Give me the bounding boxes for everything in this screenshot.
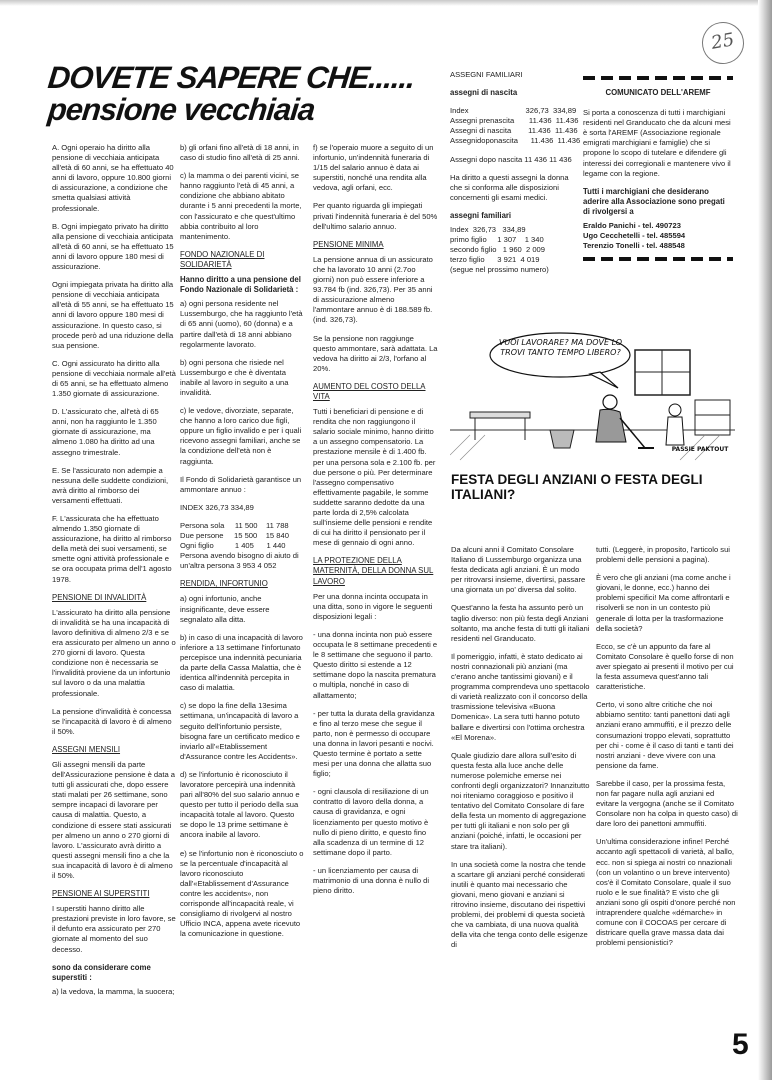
section-heading: AUMENTO DEL COSTO DELLA VITA	[313, 381, 426, 401]
main-headline	[48, 62, 438, 126]
table-row: Assegni di nascita 11.436 11.436	[450, 126, 578, 136]
headline-line2: pensione vecchiaia	[46, 92, 317, 127]
paragraph: Quale giudizio dare allora sull'esito di questa festa alla luce anche delle numerose polemiche emerse nei confronti degli organizzatori? Innanzitutto noi riteniamo coraggioso e positivo il tentativo del Comitato Consolare di fare della festa un momento di aggregazione per tutti gli italiani e non solo per gli anziani (poiché, infatti, le occasioni per stare tra italiani).	[451, 750, 590, 851]
bucket-shape	[550, 430, 574, 448]
paragraph: Per quanto riguarda gli impiegati privati l'indennità funeraria è del 50% dell'ultimo salario annuo.	[313, 201, 438, 231]
paragraph: Il pomeriggio, infatti, è stato dedicato ai nostri connazionali più anziani (ma c'erano anche tantissimi giovani) e il programma comprendeva uno spettacolo di varietà realizzato con il concorso della trasmissione televisiva «Buona Domenica». La sera tutti hanno potuto ballare e divertirsi con l'ottima orchestra «El Morena».	[451, 651, 590, 742]
section-heading: ASSEGNI FAMILIARI	[450, 70, 523, 79]
festa-headline: FESTA DEGLI ANZIANI O FESTA DEGLI ITALIANI?	[451, 472, 703, 502]
paragraph-bold: Tutti i marchigiani che desiderano aderire alla Associazione sono pregati di rivolgersi a	[583, 186, 725, 216]
paragraph: E. Se l'assicurato non adempie a nessuna delle suddette condizioni, avrà diritto al rimborso dei versamenti effettuati.	[52, 465, 169, 505]
paragraph: f) se l'operaio muore a seguito di un infortunio, un'indennità funeraria di 1/15 del salario annuo è data ai superstiti, nonché una rendita alla vedova, agli orfani, ecc.	[313, 143, 434, 193]
paragraph: - un licenziamento per causa di matrimonio di una donna è nullo di pieno diritto.	[313, 865, 430, 896]
table-row: Assegni prenascita 11.436 11.436	[450, 116, 579, 126]
paragraph-bold: Hanno diritto a una pensione del Fondo Nazionale di Solidarietà :	[180, 275, 301, 295]
festa-column-1	[451, 545, 591, 958]
table-row: Index 326,73 334,89	[450, 106, 577, 116]
festa-column-2	[596, 545, 738, 956]
man-body	[666, 417, 684, 445]
paragraph: L'assicurato ha diritto alla pensione di invalidità se ha una incapacità di lavoro definitiva di almeno 2/3 e se era assicurato per almeno un anno o 270 giorni di lavoro. Questa condizione non è necessaria se l'invalidità proviene da un infortunio sul lavoro o da una malattia professionale.	[52, 607, 176, 698]
scan-right-edge	[758, 0, 772, 1080]
paragraph: e) se l'infortunio non è riconosciuto o se la percentuale d'incapacità al lavoro riconosciuto dall'«Etablissement d'Assurance contre les accidents», non corrisponde all'incapacità reale, vi consigliamo di rivolgervi al nostro Ufficio INCA, appena avete ricevuto la comunicazione in questione.	[180, 848, 304, 939]
dashed-rule	[583, 76, 733, 80]
paragraph: I superstiti hanno diritto alle prestazioni previste in loro favore, se il defunto era assicurato per 270 giornate al momento del suo decesso.	[52, 904, 176, 954]
paragraph: - per tutta la durata della gravidanza e fino al terzo mese che segue il parto, non è permesso di occupare una donna in lavori pesanti e nocivi. Questo termine è portato a sette mesi per una donna che allatta suo figlio;	[313, 708, 435, 779]
cartoon-signature: PASSIE PAKTOUT	[671, 446, 729, 453]
page-number: 5	[732, 1028, 749, 1061]
table-row: Assegni dopo nascita 11 436 11 436	[450, 154, 572, 164]
table-row: Persona sola 11 500 11 788	[180, 520, 289, 530]
table-row: Persona avendo bisogno di aiuto di un'altra persona 3 953 4 052	[180, 551, 299, 571]
paragraph: Ogni impiegata privata ha diritto alla pensione di vecchiaia anticipata all'età di 55 anni, se ha effettuato 15 anni di lavoro oppure 180 mesi di assicurazione. In questo caso, si procede però ad una riduzione della sua pensione.	[52, 280, 174, 350]
paragraph: Ecco, se c'è un appunto da fare al Comitato Consolare è quello forse di non aver spiegato ai presenti il motivo per cui la festa assumeva quest'anno tali caratteristiche.	[596, 641, 734, 692]
paragraph: B. Ogni impiegato privato ha diritto alla pensione di vecchiaia anticipata all'età di 60 anni, se ha effettuato 15 anni di lavoro oppure 180 mesi di assicurazione.	[52, 221, 174, 272]
paragraph: F. L'assicurata che ha effettuato almendo 1.350 giornate di assicurazione, ha diritto al rimborso della metà dei suoi versamenti, se smette ogni attività professionale e se ora occupata prima dell'1 agosto 1978.	[52, 514, 172, 584]
paragraph: c) le vedove, divorziate, separate, che hanno a loro carico due figli, oppure un figlio invalido e per i quali ricevono assegni familiari, anche se la condizione dell'età non è raggiunta.	[180, 406, 302, 466]
section-heading: PENSIONE AI SUPERSTITI	[52, 889, 150, 899]
subheading: assegni di nascita	[450, 88, 518, 98]
paragraph: Il Fondo di Solidarietà garantisce un ammontare annuo :	[180, 474, 302, 494]
man-head	[669, 404, 681, 416]
paragraph: La pensione d'invalidità è concessa se l'incapacità di lavoro è di almeno il 50%.	[52, 706, 172, 736]
column-1	[52, 143, 176, 1005]
contact-line: Terenzio Tonelli - tel. 488548	[583, 241, 685, 251]
paragraph: C. Ogni assicurato ha diritto alla pensione di vecchiaia normale all'età di 65 anni, se ha effettuato almeno 1.350 giornate di assicurazione.	[52, 358, 176, 399]
paragraph: D. L'assicurato che, all'età di 65 anni, non ha raggiunto le 1.350 giornate di assicurazione, ma almeno 1.080 ha diritto ad una assegno trimestrale.	[52, 407, 159, 457]
paragraph: b) ogni persona che risiede nel Lussemburgo e che è diventata inabile al lavoro in seguito a una invalidità.	[180, 357, 289, 397]
paragraph: c) la mamma o dei parenti vicini, se hanno raggiunto l'età di 45 anni, a condizione che abbiano abitato durante i 5 anni precedenti la morte, con l'assicurato e che quest'ultimo abbia contribuito al loro mantenimento.	[180, 171, 302, 241]
paragraph: Tutti i beneficiari di pensione e di rendita che non raggiungono il salario sociale minimo, hanno diritto a un assegno compensatorio. La prestazione mensile è di 1.400 fb. per una persona sola e 2.100 fb. per due persone o più. Per determinare l'assegno compensativo effettivamente pagabile, le somme suddette saranno dedotte da una parte lorda di 2,5% calcolata sull'insieme delle pensioni e rendite di cui ha diritto il pensionato per il mese di gennaio di ogni anno.	[313, 407, 436, 548]
paragraph: a) ogni infortunio, anche insignificante, deve essere segnalato alla ditta.	[180, 594, 270, 624]
table-row: primo figlio 1 307 1 340	[450, 235, 544, 245]
contact-line: Eraldo Panichi - tel. 490723	[583, 221, 681, 231]
paragraph: Per una donna incinta occupata in una ditta, sono in vigore le seguenti disposizioni legali :	[313, 591, 433, 621]
paragraph: d) se l'infortunio è riconosciuto il lavoratore percepirà una indennità pari all'80% del suo salario annuo e questo per tutto il periodo della sua incapacità totale al lavoro. Questo se dopo le 13 prime settimane è ancora inabile al lavoro.	[180, 769, 300, 840]
paragraph: Sarebbe il caso, per la prossima festa, non far pagare nulla agli anziani ed evitare la vergogna (anche se il Comitato Consolare non ha colpa in questo caso) di dare loro dei panettoni ammuffiti.	[596, 778, 738, 829]
section-heading: COMUNICATO DELL'AREMF	[605, 88, 711, 97]
contact-line: Ugo Cecchetelli - tel. 485594	[583, 231, 686, 241]
speech-text: VUOI LAVORARE? MA DOVE LO TROVI TANTO TEMPO LIBERO?	[498, 338, 623, 357]
section-heading: PENSIONE MINIMA	[313, 239, 384, 249]
table-row: Index 326,73 334,89	[450, 225, 526, 235]
paragraph: - una donna incinta non può essere occupata le 8 settimane precedenti e le 8 settimane che seguono il parto. Questo diritto si estende a 12 settimane dopo la nascita prematura o multipla, nonché in caso di allattamento;	[313, 629, 438, 700]
section-heading: RENDIDA, INFORTUNIO	[180, 579, 268, 589]
paragraph: c) se dopo la fine della 13esima settimana, un'incapacità di lavoro a seguito dell'infortunio persiste, bisogna fare un certificato medico e inviarlo all'«Etablissement d'Assurance contre les Accidents».	[180, 701, 300, 761]
paragraph: Da alcuni anni il Comitato Consolare Italiano di Lussemburgo organizza una festa dedicata agli anziani. È un modo per ritrovarsi insieme, divertirsi, passare una giornata un po' diversa dal solito.	[451, 545, 586, 595]
column-2	[180, 143, 304, 947]
paragraph: b) in caso di una incapacità di lavoro inferiore a 13 settimane l'infortunato percepisce una indennità pecuniaria da parte della Cassa Malattia, che è identica all'indennità percepita in caso di malattia.	[180, 632, 303, 693]
dashed-rule	[583, 257, 733, 261]
subheading: assegni familiari	[450, 210, 512, 220]
section-heading: LA PROTEZIONE DELLA MATERNITÀ, DELLA DONNA SUL LAVORO	[313, 556, 434, 586]
footnote: (segue nel prossimo numero)	[450, 265, 549, 275]
paragraph: La pensione annua di un assicurato che ha lavorato 10 anni (2.7oo giorni) non può essere inferiore a 93.784 fb (ind. 326,73). Per 35 anni di assicurazione almeno l'ammontare annuo è di 188.589 fb. (ind. 326,73).	[313, 254, 433, 325]
table-row: Due persone 15 500 15 840	[180, 531, 289, 540]
paragraph: È vero che gli anziani (ma come anche i giovani, le donne, ecc.) hanno dei problemi specifici! Ma come affrontarli e risolverli se non in un contesto più generale di lotta per la trasformazione della società?	[596, 573, 731, 633]
paragraph: - ogni clausola di resiliazione di un contratto di lavoro della donna, a causa di gravidanza, e ogni licenziamento per questo motivo è nullo di pieno diritto, e questo fino alla scadenza di un termine di 12 settimane dopo il parto.	[313, 787, 429, 857]
paragraph: Se la pensione non raggiunge questo ammontare, sarà adattata. La vedova ha diritto ai 2/3, l'orfano al 20%.	[313, 333, 438, 373]
paragraph: In una società come la nostra che tende a scartare gli anziani perché considerati inutili è quanto mai necessario che giovani, meno giovani e anziani si ritrovino insieme, discutano dei rispettivi problemi, dei problemi di questa società che va cambiata, di una nuova qualità della vita che tenga conto delle esigenze di	[451, 859, 588, 950]
section-heading: ASSEGNI MENSILI	[52, 744, 121, 754]
paragraph: Gli assegni mensili da parte dell'Assicurazione pensione è data a tutti gli assicurati che, dopo essere stati malati per 26 settimane, sono sempre incapaci di lavorare per causa di malattia. Questo, a condizione di essere stati assicurati per almeno un anno o 270 giorni di lavoro. L'assicurato avrà diritto a questi assegni mensili fino a che la sua incapacità di lavoro è di almeno il 50%.	[52, 759, 176, 880]
table-row: secondo figlio 1 960 2 009	[450, 245, 545, 255]
paragraph: tutti. (Leggerè, in proposito, l'articolo sui problemi delle pensioni a pagina).	[596, 545, 730, 565]
cartoon-illustration	[450, 330, 735, 465]
paragraph: Si porta a conoscenza di tutti i marchigiani residenti nel Granducato che da alcuni mesi è sorta l'AREMF (Associazione regionale emigrati marchigiani e famiglie) che si propone lo scopo di tutelare e difendere gli interessi dei corregionali e mantenere vivo il legame con la regione.	[583, 108, 731, 178]
paragraph: b) gli orfani fino all'età di 18 anni, in caso di studio fino all'età di 25 anni.	[180, 143, 300, 163]
column-comunicato	[583, 70, 733, 269]
paragraph: Certo, vi sono altre critiche che noi abbiamo sentito: tanti panettoni dati agli anziani erano ammuffiti, e il prezzo delle consumazioni troppo elevati, soprattutto per chi - come è il caso di tanti e tanti dei nostri anziani - deve vivere con una pensione da fame.	[596, 700, 734, 770]
paragraph: Quest'anno la festa ha assunto però un taglio diverso: non più festa degli Anziani soltanto, ma anche festa di tutti gli italiani residenti nel Granducato.	[451, 603, 590, 643]
column-3	[313, 143, 438, 904]
table-row: Assegnidoponascita 11.436 11.436	[450, 136, 581, 146]
column-assegni	[450, 70, 580, 276]
section-heading: PENSIONE DI INVALIDITÀ	[52, 592, 147, 602]
handwritten-page-number: 25	[699, 19, 748, 68]
paragraph: Un'ultima considerazione infine! Perché accanto agli spettacoli di varietà, al ballo, ecc. non si spiega ai nostri co nnazionali (con un volantino o un breve intervento) cos'è il Comitato Consolare, quale il suo ruolo e le sue finalità? E visto che gli anziani sono gli ospiti d'onore perché non intraprendere qualche «démarche» in comune con il COCOAS per cercare di districare quella grave massa data dai problemi pensionistici?	[596, 837, 736, 948]
table-row: terzo figlio 3 921 4 019	[450, 255, 540, 265]
index-line: INDEX 326,73 334,89	[180, 502, 254, 512]
paragraph: A. Ogni operaio ha diritto alla pensione di vecchiaia anticipata all'età di 60 anni, se ha effettuato 40 anni di lavoro, oppure 10.800 giorni di assicurazione, a condizione che smetta qualsiasi attività professionale.	[52, 143, 174, 213]
section-heading: FONDO NAZIONALE DI SOLIDARIETÀ	[180, 249, 265, 269]
paragraph: a) ogni persona residente nel Lussemburgo, che ha raggiunto l'età di 65 anni (uomo), 60 (donna) e a partire dall'età di 18 anni abbiano regolarmente lavorato.	[180, 299, 303, 349]
headline-line1: DOVETE SAPERE CHE......	[46, 60, 417, 95]
scan-top-edge	[0, 0, 772, 6]
woman-head	[603, 395, 617, 409]
paragraph: Ha diritto a questi assegni la donna che si conforma alle disposizioni concernenti gli esami medici.	[450, 172, 569, 202]
paragraph: a) la vedova, la mamma, la suocera;	[52, 986, 175, 996]
table-row: Ogni figlio 1 405 1 440	[180, 541, 286, 551]
paragraph-bold: sono da considerare come superstiti :	[52, 962, 151, 982]
